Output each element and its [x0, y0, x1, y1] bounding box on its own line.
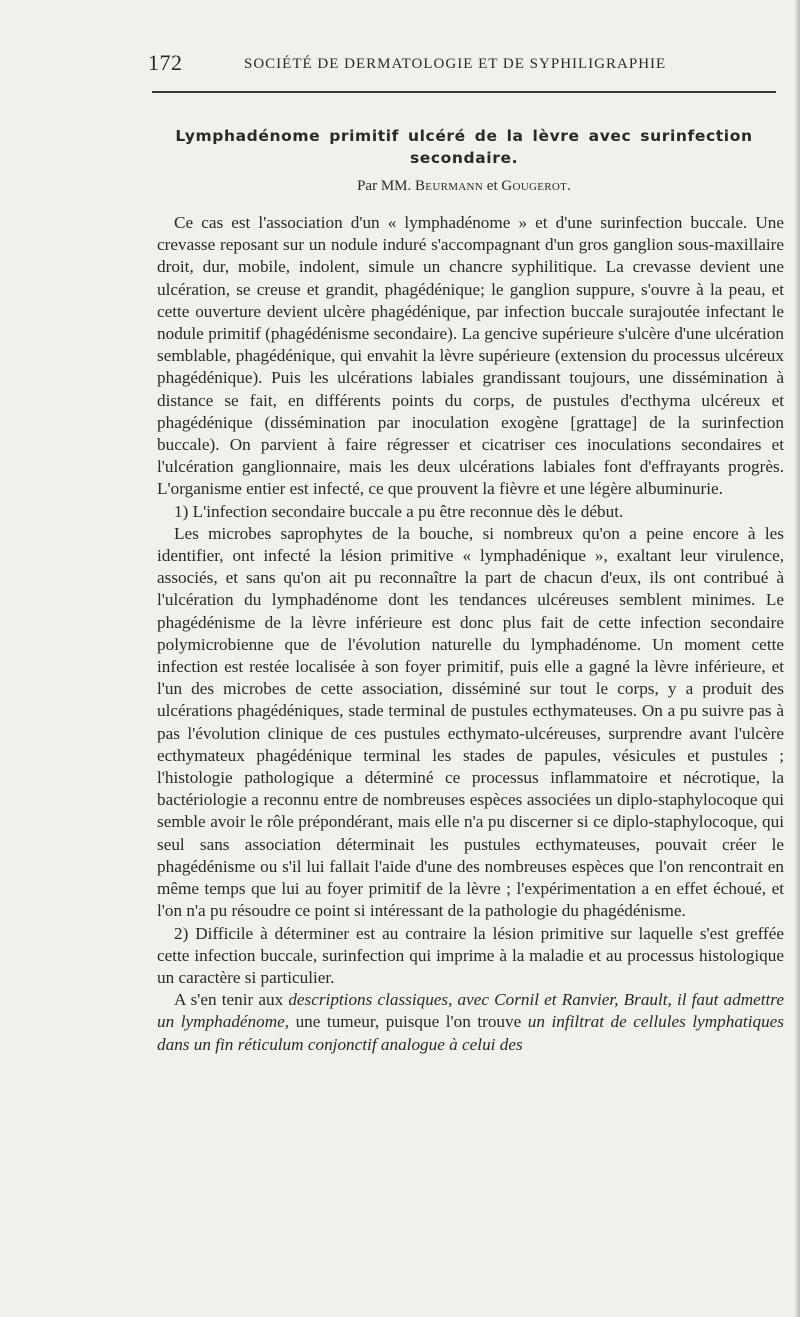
header-rule	[152, 91, 776, 93]
paragraph-summary: Ce cas est l'association d'un « lymphadénome » et d'une surinfection buccale. Une crevasse reposant sur un nodule induré s'accompagnant d'un gros ganglion sous-maxillaire droit, dur, mobile, indolent, simule un chancre syphilitique. La crevasse devient une ulcération, se creuse et grandit, phagédénique; le ganglion suppure, s'ouvre à la peau, et cette ouverture devient ulcère phagédénique, par infection buccale surajoutée infectant le nodule primitif (phagédénisme secondaire). La gencive supérieure s'ulcère d'une ulcération semblable, phagédénique, qui envahit la lèvre supérieure (extension du processus ulcéreux phagédénique). Puis les ulcérations labiales grandissant toujours, une dissémination à distance se fait, en différents points du corps, de pustules d'ecthyma ulcéreux et phagédénique (dissémination par inoculation exogène [grattage] de la surinfection buccale). On parvient à faire régresser et cicatriser ces inoculations secondaires et l'ulcération ganglionnaire, mais les deux ulcérations labiales font d'effrayants progrès. L'organisme entier est infecté, ce que prouvent la fièvre et une légère albuminurie.	[157, 213, 784, 499]
article-title-line-1: Lymphadénome primitif ulcéré de la lèvre avec surinfection	[175, 127, 753, 145]
article-title	[152, 125, 776, 169]
article-body	[157, 212, 784, 1056]
article-title-line-2: secondaire.	[409, 149, 519, 167]
page-edge-shadow	[794, 0, 800, 1317]
byline	[152, 177, 776, 195]
byline-prefix: Par MM.	[357, 178, 415, 194]
paragraph-lead-text: A s'en tenir aux	[174, 990, 289, 1010]
paragraph-classical-descriptions	[157, 989, 784, 1056]
italic-citation-2: un infiltrat de cellules lymphatiques dans un fin réticulum conjonctif analogue à celui des	[157, 1012, 784, 1054]
paragraph-microbes: Les microbes saprophytes de la bouche, si nombreux qu'on a peine encore à les identifier, ont infecté la lésion primitive « lymphadénique », exaltant leur virulence, associés, et sans qu'on ait pu reconnaître la part de chacun d'eux, ils ont contribué à l'ulcération du lymphadénome dont les tendances ulcéreuses semblent minimes. Le phagédénisme de la lèvre inférieure est donc plus fait de cette infection secondaire polymicrobienne que de l'évolution naturelle du lymphadénome. Un moment cette infection est restée localisée à son foyer primitif, puis elle a gagné la lèvre inférieure, et l'un des microbes de cette association, disséminé sur tout le corps, y a produit des ulcérations phagédéniques, stade terminal de pustules ecthymateuses. On a pu suivre pas à pas l'évolution clinique de ces pustules ecthymato-ulcéreuses, surprendre avant l'ulcère ecthymateux phagédénique terminal les stades de papules, vésicules et pustules ; l'histologie pathologique a déterminé ce processus inflammatoire et nécrotique, la bactériologie a reconnu entre de nombreuses espèces associées un diplo-staphylocoque qui semble avoir le rôle prépondérant, mais elle n'a pu discerner si ce diplo-staphylocoque, qui seul sans association déterminait les pustules ecthymateuses, pouvait créer le phagédénisme ou s'il lui fallait l'aide d'une des nombreuses espèces que l'on rencontrait en même temps que lui au foyer primitif de la lèvre ; l'expérimentation a en effet échoué, et l'on n'a pu résoudre ce point si intéressant de la pathologie du phagédénisme.	[157, 523, 784, 921]
author-2: Gougerot	[501, 178, 568, 194]
byline-joiner: et	[483, 178, 502, 194]
paragraph-point-2: 2) Difficile à déterminer est au contraire la lésion primitive sur laquelle s'est greffée cette infection buccale, surinfection qui imprime à la maladie et au processus histologique un caractère si particulier.	[157, 923, 784, 987]
page-number: 172	[148, 50, 183, 75]
running-header: SOCIÉTÉ DE DERMATOLOGIE ET DE SYPHILIGRAPHIE	[244, 56, 667, 72]
byline-suffix: .	[567, 178, 571, 194]
author-1: Beurmann	[415, 178, 484, 194]
paragraph-mid-text: une tumeur, puisque l'on trouve	[289, 1012, 528, 1032]
paragraph-point-1: 1) L'infection secondaire buccale a pu être reconnue dès le début.	[174, 501, 624, 521]
italic-citation-1: descriptions classiques, avec Cornil et Ranvier, Brault, il faut admettre un lymphadénome,	[157, 990, 784, 1032]
